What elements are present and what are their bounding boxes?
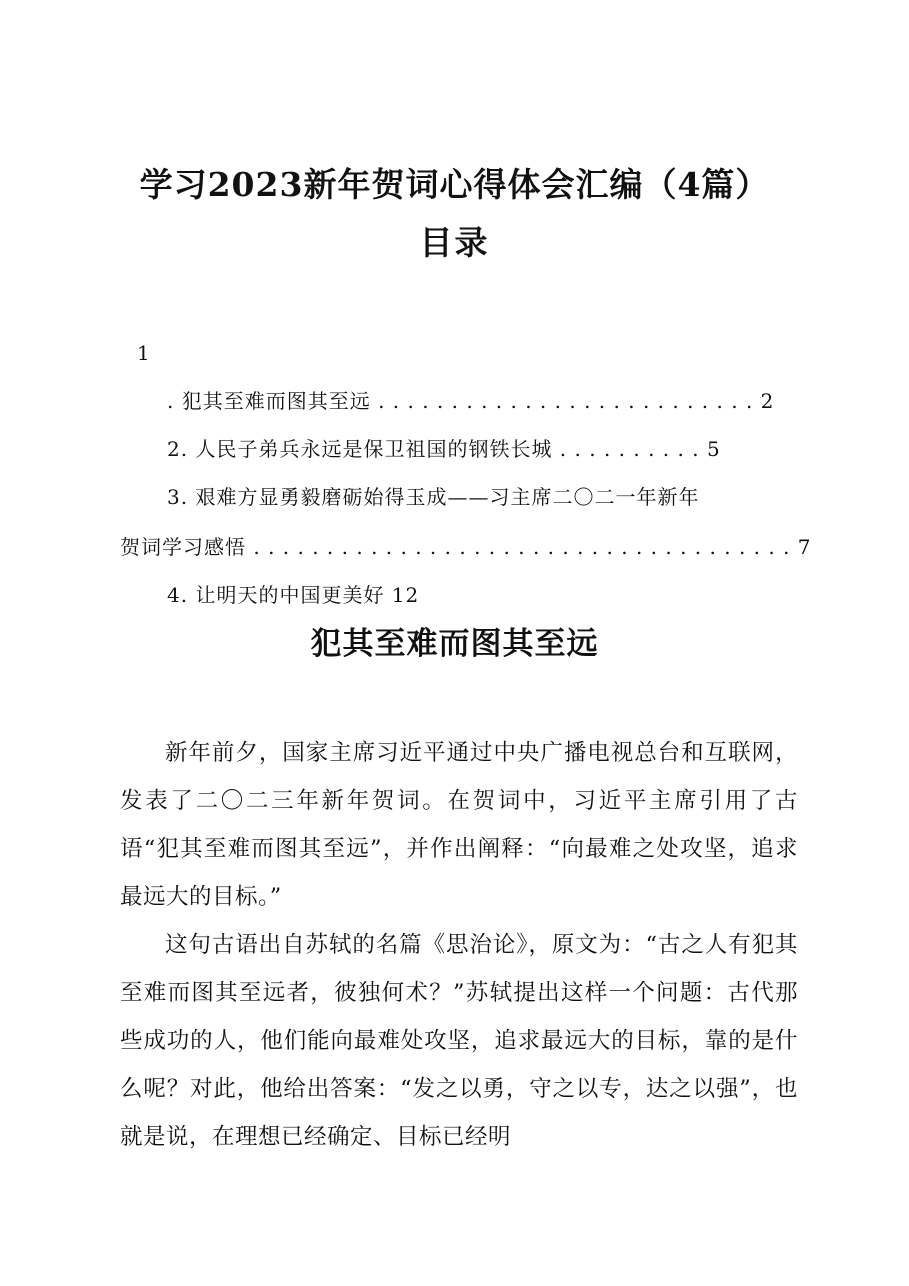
- toc-item-1: . 犯其至难而图其至远 . . . . . . . . . . . . . . . . . . . . . . . . . . 2: [167, 389, 775, 413]
- toc-item-3-line-2: 贺词学习感悟 . . . . . . . . . . . . . . . . . . . . . . . . . . . . . . . . . . . . . 7: [120, 535, 812, 559]
- toc-heading: 目录: [419, 223, 490, 262]
- document-title: 学习2023新年贺词心得体会汇编（4篇）: [139, 165, 770, 204]
- toc-number: 1: [137, 341, 150, 365]
- toc-item-2: 2. 人民子弟兵永远是保卫祖国的钢铁长城 . . . . . . . . . . 5: [167, 437, 721, 461]
- body-paragraph: 这句古语出自苏轼的名篇《思治论》，原文为：“古之人有犯其至难而图其至远者，彼独何术？”苏轼提出这样一个问题：古代那些成功的人，他们能向最难处攻坚，追求最远大的目标，靠的是什么呢？对此，他给出答案：“发之以勇，守之以专，达之以强”，也就是说，在理想已经确定、目标已经明: [120, 931, 798, 1150]
- section-title: 犯其至难而图其至远: [310, 626, 599, 662]
- toc-item-3-line-1: 3. 艰难方显勇毅磨砺始得玉成——习主席二〇二一年新年: [167, 485, 700, 509]
- toc-item-4: 4. 让明天的中国更美好 12: [167, 583, 420, 607]
- body-paragraph: 新年前夕，国家主席习近平通过中央广播电视总台和互联网，发表了二〇二三年新年贺词。在贺词中，习近平主席引用了古语“犯其至难而图其至远”，并作出阐释：“向最难之处攻坚，追求最远大的目标。”: [120, 739, 798, 910]
